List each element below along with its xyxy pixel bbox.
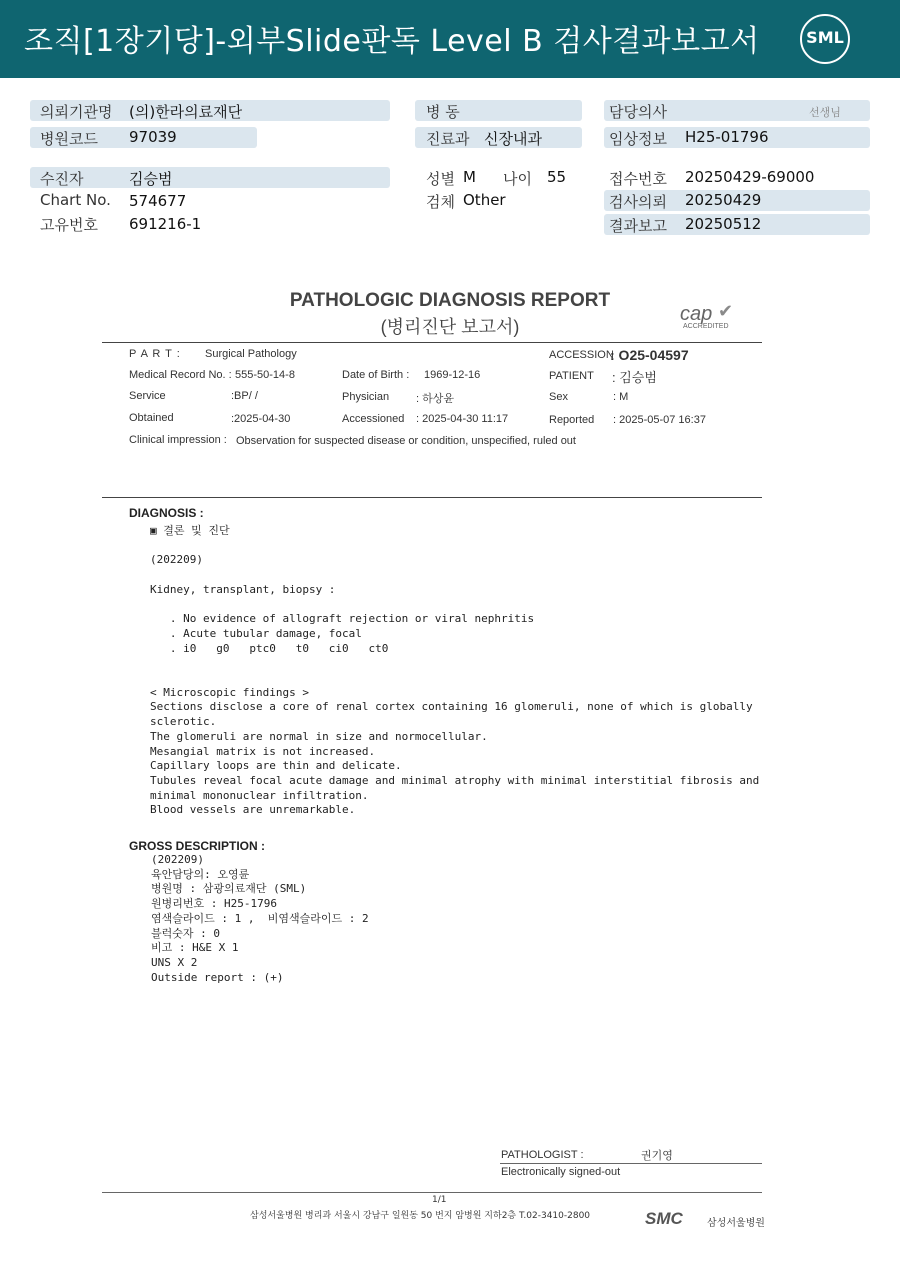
dept-value: 신장내과	[484, 130, 542, 148]
clinical-impression-value: Observation for suspected disease or condition, unspecified, ruled out	[236, 435, 576, 447]
report-subtitle: (병리진단 보고서)	[380, 317, 520, 337]
cap-accredited-text: ACCREDITED	[683, 323, 729, 330]
gross-heading: GROSS DESCRIPTION :	[129, 839, 266, 853]
diagnosis-line: Blood vessels are unremarkable.	[150, 803, 356, 817]
cap-accredited-logo	[680, 303, 740, 333]
physician-value: : 하상윤	[416, 393, 454, 405]
accessioned-label: Accessioned	[342, 413, 405, 425]
diagnosis-line	[150, 671, 759, 686]
diagnosis-heading: DIAGNOSIS :	[129, 506, 204, 520]
doctor-suffix: 선생님	[809, 106, 841, 119]
diagnosis-line	[150, 656, 759, 671]
gross-line: 블럭숫자 : 0	[151, 926, 220, 940]
age-value: 55	[547, 168, 567, 186]
gross-line: 원병리번호 : H25-1796	[151, 897, 277, 911]
gross-body	[151, 853, 369, 985]
report-top-rule	[102, 342, 762, 343]
diagnosis-line: Tubules reveal focal acute damage and minimal atrophy with minimal interstitial fibrosis and	[150, 773, 760, 787]
part-label: P A R T :	[129, 348, 181, 360]
diagnosis-line: (202209)	[150, 553, 203, 567]
diagnosis-line: Sections disclose a core of renal cortex containing 16 glomeruli, none of which is globally	[150, 700, 753, 714]
gross-line: UNS X 2	[151, 955, 198, 969]
cap-logo-word: cap	[680, 303, 713, 325]
org-value: (의)한라의료재단	[129, 103, 243, 121]
dept-label: 진료과	[426, 130, 470, 148]
specimen-label: 검체	[426, 193, 455, 211]
obtained-value: :2025-04-30	[231, 413, 291, 425]
uid-value: 691216-1	[129, 215, 202, 233]
signed-out-note: Electronically signed-out	[501, 1166, 621, 1178]
doctor-label: 담당의사	[609, 103, 667, 121]
gross-line: Outside report : (+)	[151, 970, 284, 984]
diagnosis-line	[150, 539, 759, 554]
reported-label: Reported	[549, 414, 595, 426]
dob-value: 1969-12-16	[424, 369, 481, 381]
gross-line: 병원명 : 삼광의료재단 (SML)	[151, 882, 307, 896]
clinical-value: H25-01796	[685, 128, 769, 146]
gross-line: 비고 : H&E X 1	[151, 941, 239, 955]
sml-logo	[800, 14, 850, 64]
part-value: Surgical Pathology	[205, 348, 297, 360]
result-value: 20250512	[685, 215, 762, 233]
clinical-label: 임상정보	[609, 130, 667, 148]
mrn-value: 555-50-14-8	[235, 369, 295, 381]
request-label: 검사의뢰	[609, 193, 667, 211]
pathologist-label: PATHOLOGIST :	[501, 1149, 584, 1161]
diagnosis-line: Kidney, transplant, biopsy :	[150, 582, 336, 596]
accession-value: : O25-04597	[610, 347, 689, 363]
page-number: 1/1	[432, 1195, 447, 1205]
org-label: 의뢰기관명	[40, 103, 113, 121]
report-mid-rule	[102, 497, 762, 498]
pathologist-name: 권기영	[641, 1150, 673, 1162]
sex-label-report: Sex	[549, 391, 568, 403]
patient-field-bg	[30, 167, 390, 188]
uid-label: 고유번호	[40, 216, 98, 234]
diagnosis-line: minimal mononuclear infiltration.	[150, 788, 369, 802]
logo-text: SML	[806, 28, 844, 47]
chart-label: Chart No.	[40, 191, 111, 209]
diagnosis-line	[150, 598, 759, 613]
receipt-value: 20250429-69000	[685, 168, 815, 186]
diagnosis-line: . Acute tubular damage, focal	[150, 626, 362, 640]
dob-label: Date of Birth :	[342, 369, 410, 381]
diagnosis-line: Capillary loops are thin and delicate.	[150, 759, 402, 773]
mrn-label: Medical Record No. :	[129, 369, 232, 381]
specimen-value: Other	[463, 191, 506, 209]
patient-value-report: : 김승범	[612, 370, 657, 385]
physician-label: Physician	[342, 391, 390, 403]
diagnosis-line: . No evidence of allograft rejection or viral nephritis	[150, 612, 535, 626]
footer-hospital-name: 삼성서울병원	[707, 1218, 765, 1229]
gross-line: 염색슬라이드 : 1 , 비염색슬라이드 : 2	[151, 911, 369, 925]
diagnosis-line: < Microscopic findings >	[150, 685, 309, 699]
ward-label: 병 동	[426, 103, 460, 121]
patient-label: 수진자	[40, 170, 84, 188]
receipt-label: 접수번호	[609, 170, 667, 188]
age-label: 나이	[503, 170, 532, 188]
obtained-label: Obtained	[129, 412, 174, 424]
report-title: PATHOLOGIC DIAGNOSIS REPORT	[289, 290, 611, 311]
patient-value: 김승범	[129, 170, 173, 188]
diagnosis-line: sclerotic.	[150, 715, 217, 729]
service-value: :BP/ /	[231, 390, 258, 402]
diagnosis-line: Mesangial matrix is not increased.	[150, 744, 376, 758]
check-icon: ✔	[718, 301, 734, 322]
diagnosis-line	[150, 568, 759, 583]
code-label: 병원코드	[40, 130, 98, 148]
accession-label: ACCESSION	[549, 349, 614, 361]
footer-rule	[102, 1192, 762, 1193]
sex-value-report: : M	[613, 391, 629, 403]
header-banner	[0, 0, 900, 78]
patient-label-report: PATIENT	[549, 370, 594, 382]
footer-address: 삼성서울병원 병리과 서울시 강남구 일원동 50 번지 암병원 지하2층 T.02-3410-2800	[250, 1211, 591, 1221]
result-label: 결과보고	[609, 217, 667, 235]
service-label: Service	[129, 390, 166, 402]
diagnosis-line: ▣ 결론 및 진단	[150, 524, 230, 537]
diagnosis-line: The glomeruli are normal in size and normocellular.	[150, 729, 488, 743]
clinical-impression-label: Clinical impression :	[129, 434, 227, 446]
sex-value: M	[463, 168, 476, 186]
gross-line: 육안담당의: 오영륜	[151, 867, 250, 881]
smc-logo: SMC	[645, 1209, 683, 1228]
reported-value: : 2025-05-07 16:37	[613, 414, 706, 426]
page-title: 조직[1장기당]-외부Slide판독 Level B 검사결과보고서	[24, 24, 760, 59]
request-value: 20250429	[685, 191, 762, 209]
accessioned-value: : 2025-04-30 11:17	[416, 413, 509, 425]
diagnosis-line: . i0 g0 ptc0 t0 ci0 ct0	[150, 641, 389, 655]
sex-label: 성별	[426, 170, 455, 188]
diagnosis-body	[150, 524, 759, 818]
signature-rule	[500, 1163, 762, 1164]
code-value: 97039	[129, 128, 177, 146]
gross-line: (202209)	[151, 853, 204, 866]
chart-value: 574677	[129, 192, 187, 210]
